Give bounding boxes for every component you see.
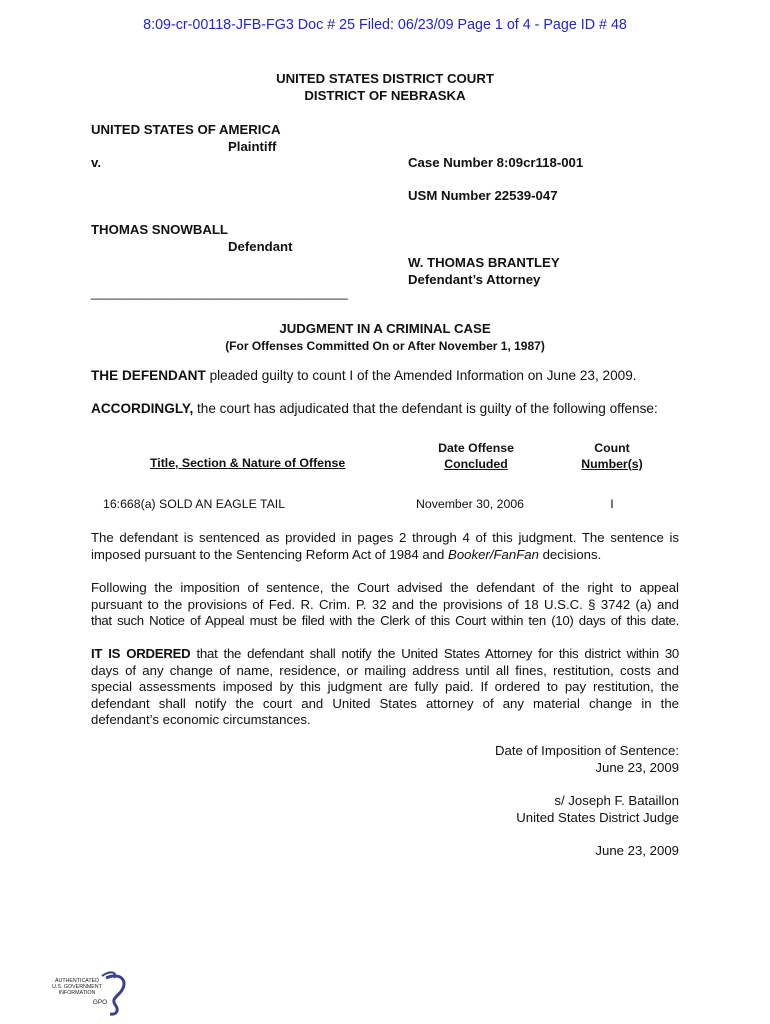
header-count-line2: Number(s) (581, 456, 643, 471)
usm-number: USM Number 22539-047 (408, 188, 558, 203)
case-number: Case Number 8:09cr118-001 (408, 155, 584, 170)
sentence-text: imposed pursuant to the Sentencing Reform Act of 1984 and (91, 546, 449, 562)
header-date-line2: Concluded (444, 456, 508, 471)
order-line: days of any change of name, residence, or mailing address until all fines, restitution, costs and (91, 662, 679, 678)
offense-cell: 16:668(a) SOLD AN EAGLE TAIL (103, 497, 286, 511)
appeal-line: pursuant to the provisions of Fed. R. Crim. P. 32 and the provisions of 18 U.S.C. § 3742 (a) and (91, 596, 679, 612)
imposition-date: June 23, 2009 (595, 759, 679, 775)
order-line (91, 646, 679, 663)
plaintiff-role: Plaintiff (228, 139, 277, 154)
order-line: defendant’s economic circumstances. (91, 712, 311, 728)
seal-line-2: U.S. GOVERNMENT (52, 984, 102, 990)
imposition-label: Date of Imposition of Sentence: (494, 743, 679, 758)
attorney-role: Defendant’s Attorney (408, 272, 541, 287)
seal-mark: GPO (92, 999, 108, 1006)
gpo-authentication-seal (44, 970, 130, 1016)
judge-signature: s/ Joseph F. Bataillon (554, 793, 679, 808)
defendant-role: Defendant (228, 239, 293, 254)
plea-statement (91, 368, 637, 383)
date-cell: November 30, 2006 (415, 497, 524, 511)
judgment-title: JUDGMENT IN A CRIMINAL CASE (279, 321, 491, 336)
sentence-paragraph (91, 530, 679, 563)
plaintiff-name: UNITED STATES OF AMERICA (91, 122, 281, 137)
order-lead: IT IS ORDERED (91, 646, 191, 661)
sentence-text: decisions. (538, 546, 602, 562)
eagle-icon (106, 976, 124, 1014)
appeal-paragraph (91, 580, 679, 630)
caption-rule: ___________________________________ (91, 285, 348, 300)
appeal-line: Following the imposition of sentence, the Court advised the defendant of the right to appeal (91, 580, 679, 595)
sentence-line (91, 547, 679, 564)
seal-line-3: INFORMATION (58, 990, 96, 996)
order-paragraph (91, 646, 679, 729)
imposition-block (495, 743, 679, 776)
sentence-line: The defendant is sentenced as provided in pages 2 through 4 of this judgment. The sentence is (91, 530, 679, 545)
header-date-offense (416, 441, 536, 472)
case-citation: Booker/FanFan (448, 546, 539, 562)
header-count-line1: Count (594, 441, 630, 455)
plea-lead: THE DEFENDANT (91, 368, 206, 383)
order-line: defendant shall notify the court and United States attorney of any material change in the (91, 695, 679, 711)
count-cell: I (610, 497, 614, 511)
judgment-subtitle: (For Offenses Committed On or After November 1, 1987) (225, 339, 545, 353)
appeal-line: that such Notice of Appeal must be filed with the Clerk of this Court within ten (10) days of this date. (91, 613, 679, 629)
order-line: special assessments imposed by this judgment are fully paid. If ordered to pay restitution, the (91, 679, 679, 695)
order-text: that the defendant shall notify the United States Attorney for this district within 30 (190, 646, 679, 661)
header-date-line1: Date Offense (438, 441, 514, 455)
adjudication-statement (91, 401, 658, 416)
versus-label: v. (91, 155, 102, 170)
adjudication-lead: ACCORDINGLY, (91, 401, 194, 416)
seal-line-1: AUTHENTICATED (54, 978, 100, 984)
court-district: DISTRICT OF NEBRASKA (304, 88, 466, 103)
filing-stamp-header: 8:09-cr-00118-JFB-FG3 Doc # 25 Filed: 06/23/09 Page 1 of 4 - Page ID # 48 (143, 17, 627, 33)
attorney-name: W. THOMAS BRANTLEY (408, 255, 560, 270)
adjudication-text: the court has adjudicated that the defendant is guilty of the following offense: (193, 401, 658, 416)
defendant-name: THOMAS SNOWBALL (91, 222, 228, 237)
header-count (572, 441, 652, 472)
court-name: UNITED STATES DISTRICT COURT (276, 71, 494, 86)
signature-date: June 23, 2009 (595, 843, 679, 858)
header-offense-title: Title, Section & Nature of Offense (150, 456, 346, 470)
signature-block (516, 793, 679, 826)
plea-text: pleaded guilty to count I of the Amended Information on June 23, 2009. (205, 368, 637, 383)
judge-title: United States District Judge (516, 809, 679, 825)
